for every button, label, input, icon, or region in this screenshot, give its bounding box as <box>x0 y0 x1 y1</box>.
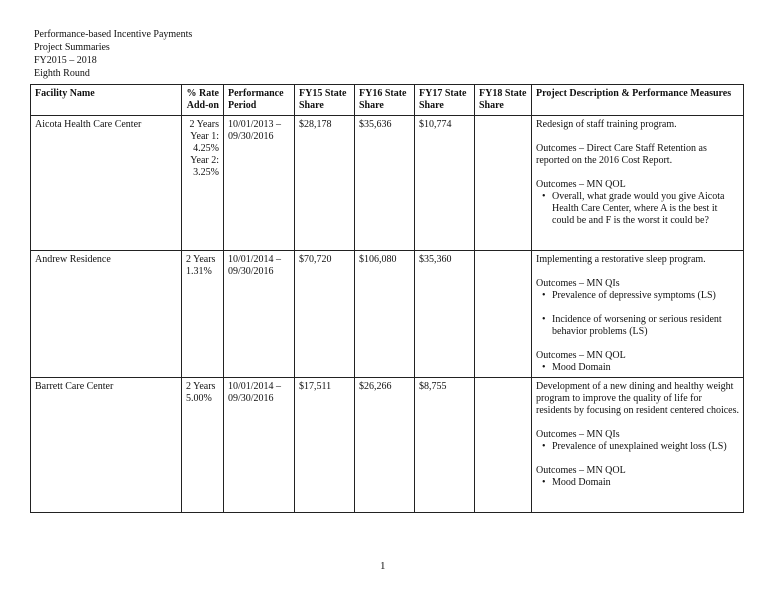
outcome-title: Outcomes – MN QIs <box>536 429 620 440</box>
fy16-share: $26,266 <box>355 378 415 513</box>
fy17-share: $35,360 <box>415 251 475 378</box>
table-row <box>31 378 744 513</box>
fy18-share <box>475 116 532 251</box>
fy18-share <box>475 251 532 378</box>
col-header-fy18: FY18 State Share <box>475 85 532 116</box>
fy16-share: $35,636 <box>355 116 415 251</box>
rate-addon: 2 Years 1.31% <box>182 251 224 378</box>
outcome-title: Outcomes – MN QOL <box>536 350 626 361</box>
outcome-list <box>536 477 739 489</box>
rate-addon: 2 Years 5.00% <box>182 378 224 513</box>
list-item: • Overall, what grade would you give Aicota Health Care Center, where A is the best it could be and F is the worst it could be? <box>552 191 739 227</box>
header-title: Performance-based Incentive Payments <box>34 29 193 40</box>
header-round: Eighth Round <box>34 68 90 79</box>
project-summary-table <box>30 84 744 513</box>
header-subtitle: Project Summaries <box>34 42 110 53</box>
description-intro: Redesign of staff training program. <box>536 119 677 130</box>
project-description <box>532 378 744 513</box>
facility-name: Aicota Health Care Center <box>31 116 182 251</box>
fy15-share: $28,178 <box>295 116 355 251</box>
page-number: 1 <box>380 560 386 572</box>
col-header-description: Project Description & Performance Measures <box>532 85 744 116</box>
outcome-title: Outcomes – MN QOL <box>536 179 626 190</box>
fy17-share: $10,774 <box>415 116 475 251</box>
performance-period: 10/01/2014 – 09/30/2016 <box>224 251 295 378</box>
header-fiscal-years: FY2015 – 2018 <box>34 55 97 66</box>
description-intro: Development of a new dining and healthy weight program to improve the quality of life for residents by focusing on resident centered choices. <box>536 381 739 416</box>
outcome-list <box>536 441 739 453</box>
description-intro: Implementing a restorative sleep program. <box>536 254 706 265</box>
outcome-list <box>536 362 739 374</box>
fy16-share: $106,080 <box>355 251 415 378</box>
project-description <box>532 116 744 251</box>
facility-name: Barrett Care Center <box>31 378 182 513</box>
table-row <box>31 116 744 251</box>
facility-name: Andrew Residence <box>31 251 182 378</box>
list-item: • Prevalence of unexplained weight loss (LS) <box>552 441 739 453</box>
performance-period: 10/01/2013 – 09/30/2016 <box>224 116 295 251</box>
outcome-title: Outcomes – MN QIs <box>536 278 620 289</box>
col-header-rate: % Rate Add-on <box>182 85 224 116</box>
fy15-share: $17,511 <box>295 378 355 513</box>
fy15-share: $70,720 <box>295 251 355 378</box>
table-header-row <box>31 85 744 116</box>
col-header-fy17: FY17 State Share <box>415 85 475 116</box>
fy17-share: $8,755 <box>415 378 475 513</box>
col-header-fy16: FY16 State Share <box>355 85 415 116</box>
performance-period: 10/01/2014 – 09/30/2016 <box>224 378 295 513</box>
rate-addon: 2 Years Year 1: 4.25% Year 2: 3.25% <box>182 116 224 251</box>
col-header-fy15: FY15 State Share <box>295 85 355 116</box>
outcome-text: Outcomes – Direct Care Staff Retention as reported on the 2016 Cost Report. <box>536 143 707 166</box>
outcome-list <box>536 314 739 338</box>
col-header-period: Performance Period <box>224 85 295 116</box>
list-item: • Incidence of worsening or serious resident behavior problems (LS) <box>552 314 739 338</box>
list-item: • Mood Domain <box>552 477 739 489</box>
document-header <box>34 29 192 81</box>
project-description <box>532 251 744 378</box>
outcome-title: Outcomes – MN QOL <box>536 465 626 476</box>
list-item: • Mood Domain <box>552 362 739 374</box>
list-item: • Prevalence of depressive symptoms (LS) <box>552 290 739 302</box>
fy18-share <box>475 378 532 513</box>
col-header-facility: Facility Name <box>31 85 182 116</box>
table-row <box>31 251 744 378</box>
outcome-list <box>536 191 739 227</box>
outcome-list <box>536 290 739 302</box>
